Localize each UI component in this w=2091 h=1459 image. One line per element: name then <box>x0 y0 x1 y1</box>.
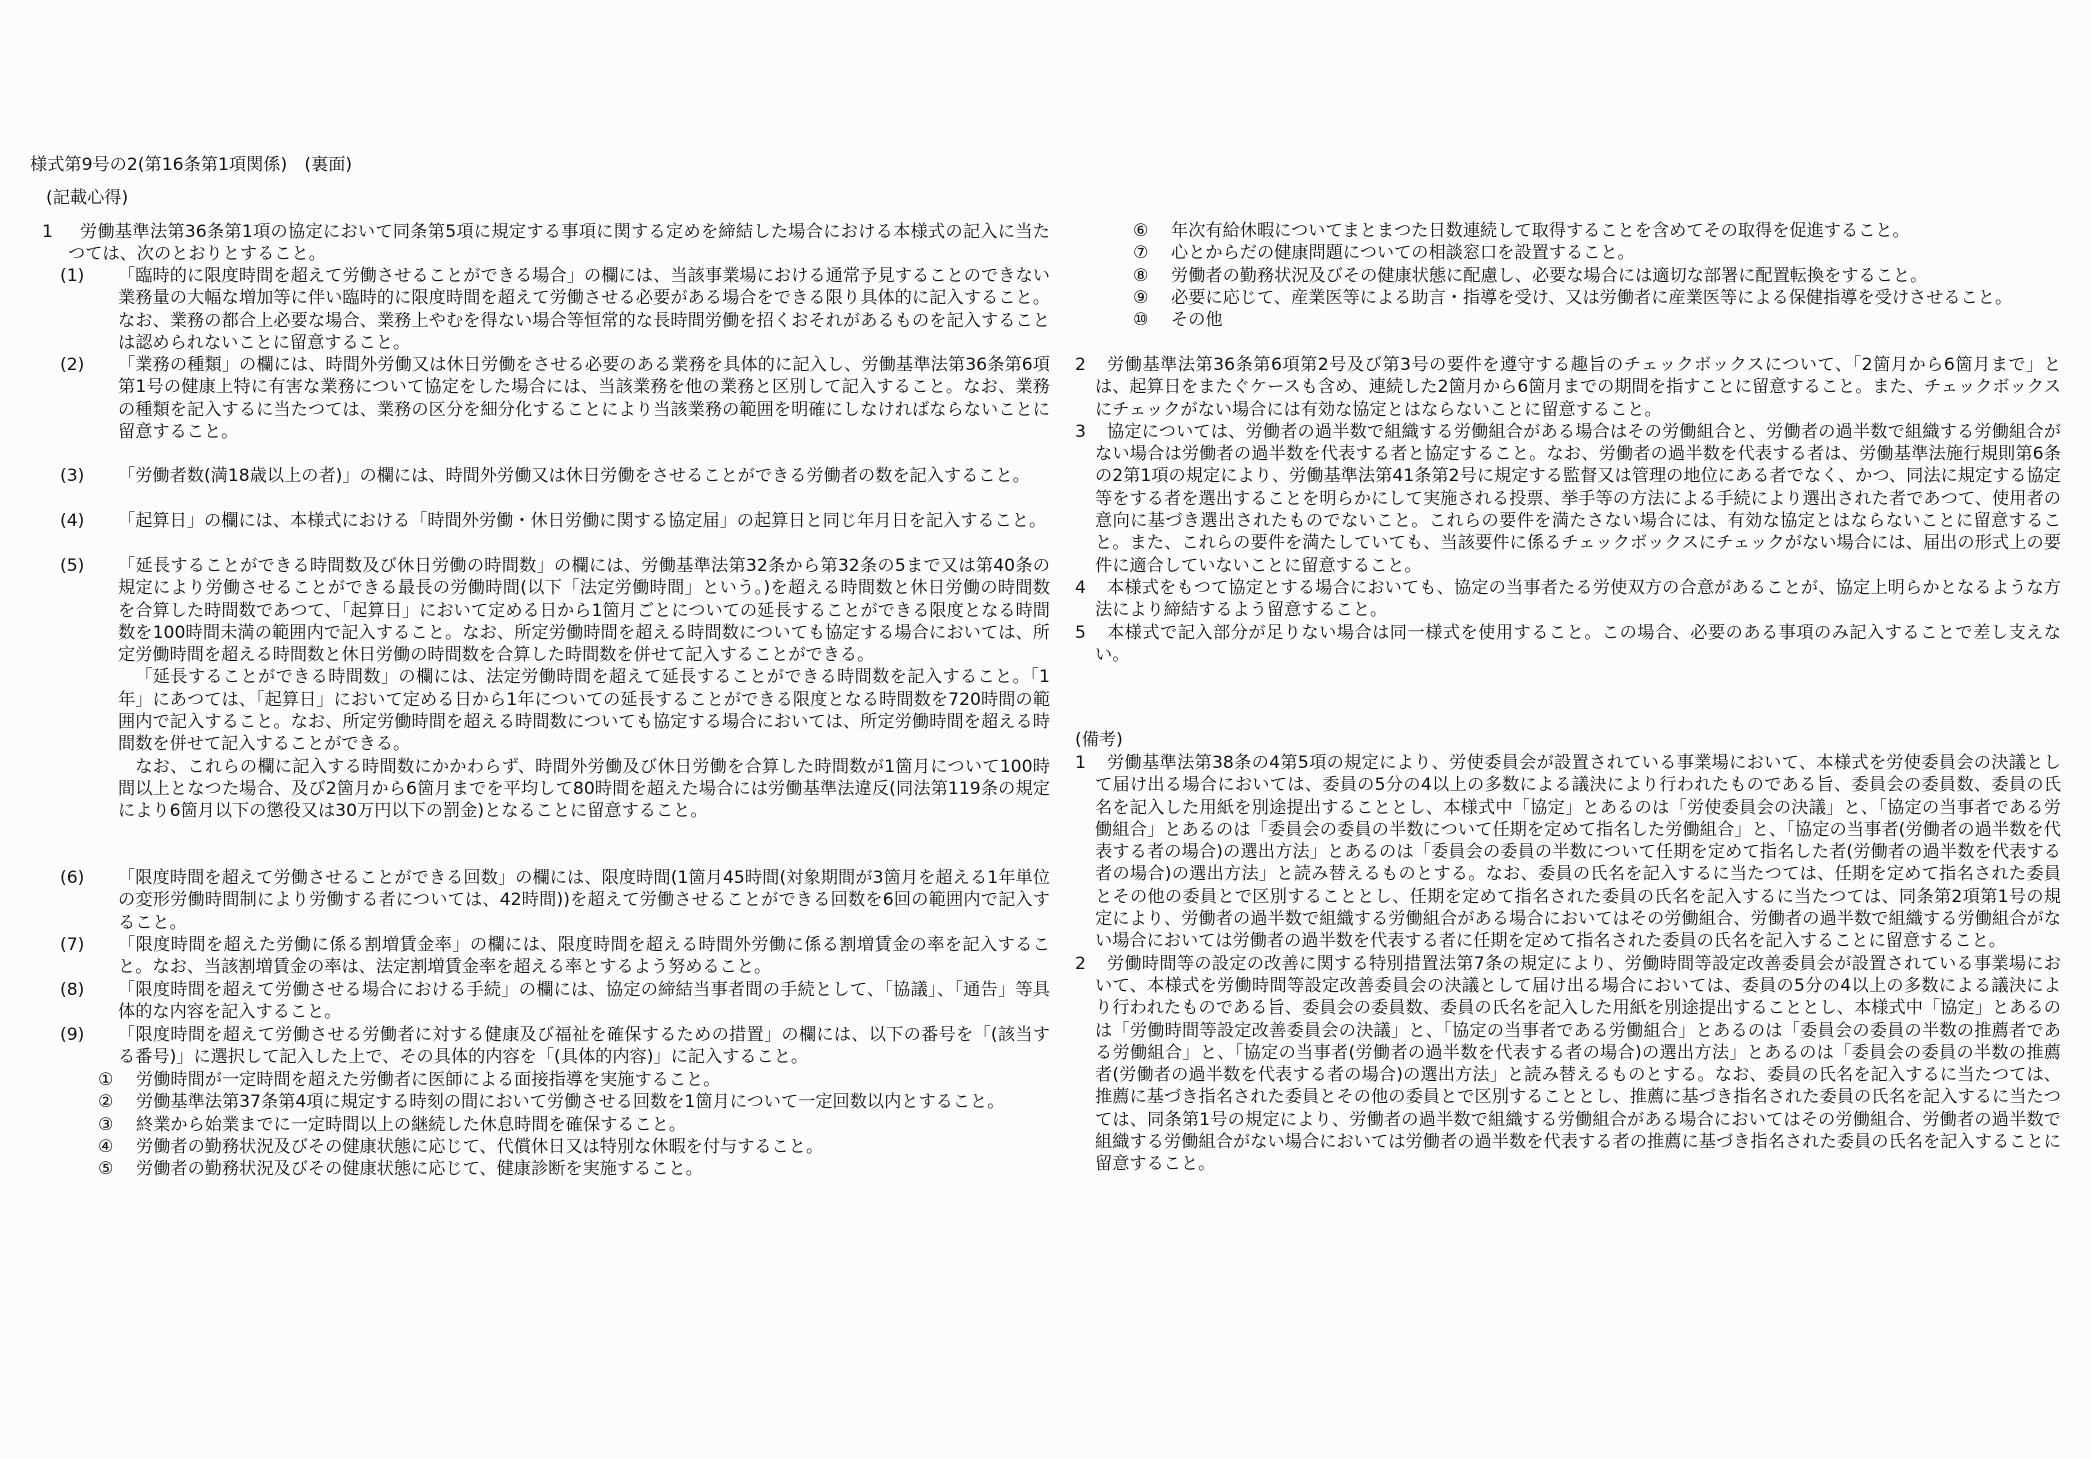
sub-item-6 <box>60 867 1050 934</box>
measure-item-7 <box>1133 242 2061 264</box>
item-text: 労働基準法第36条第1項の協定において同条第5項に規定する事項に関する定めを締結した場合における本様式の記入に当たつては、次のとおりとすること。 <box>68 222 1050 265</box>
measure-text: 年次有給休暇についてまとまつた日数連続して取得することを含めてその取得を促進すること。 <box>1171 221 1910 241</box>
measure-text: 労働者の勤務状況及びその健康状態に配慮し、必要な場合には適切な部署に配置転換をすること。 <box>1171 265 1928 286</box>
instruction-items-2-5 <box>1075 354 2061 666</box>
measure-number: ③ <box>98 1114 114 1135</box>
instruction-item-5 <box>1075 622 2061 667</box>
measure-text: 終業から始業までに一定時間以上の継続した休息時間を確保すること。 <box>136 1114 687 1135</box>
remark-number: 1 <box>1075 753 1086 773</box>
measure-item-9 <box>1133 287 2061 309</box>
measures-list-left <box>98 1069 1050 1180</box>
measure-item-6 <box>1133 220 2061 242</box>
measure-item-10 <box>1133 309 2061 331</box>
sub-item-7 <box>60 934 1050 979</box>
item-number: 5 <box>1075 622 1086 643</box>
sub-item-5 <box>60 555 1050 823</box>
measure-item-4 <box>98 1136 1050 1158</box>
section-heading-instructions: (記載心得) <box>46 188 129 208</box>
sub-item-text: 「限度時間を超えて労働させる労働者に対する健康及び福祉を確保するための措置」の欄には、以下の番号を「(該当する番号)」に選択して記入した上で、その具体的内容を「(具体的内容)」に記入すること。 <box>118 1025 1050 1068</box>
sub-item-8 <box>60 979 1050 1024</box>
sub-item-text: 「臨時的に限度時間を超えて労働させることができる場合」の欄には、当該事業場における通常予見することのできない業務量の大幅な増加等に伴い臨時的に限度時間を超えて労働させる必要がある場合をできる限り具体的に記入すること。なお、業務の都合上必要な場合、業務上やむを得ない場合等恒常的な長時間労働を招くおそれがあるものを記入することは認められないことに留意すること。 <box>118 266 1050 353</box>
sub-item-number: (6) <box>60 868 85 888</box>
remark-text: 労働基準法第38条の4第5項の規定により、労使委員会が設置されている事業場において、本様式を労使委員会の決議として届け出る場合においては、委員の5分の4以上の多数による議決により行われたものである旨、委員会の委員数、委員の氏名を記入した用紙を別途提出することとし、本様式中「協定」とあるのは「労使委員会の決議」と、「協定の当事者である労働組合」とあるのは「委員会の委員の半数について任期を定めて指名した労働組合」と、「協定の当事者(労働者の過半数を代表する者の場合)の選出方法」とあるのは「委員会の委員の半数について任期を定めて指名した者(労働者の過半数を代表する者の場合)の選出方法」と読み替えるものとする。なお、委員の氏名を記入するに当たつては、任期を定めて指名された委員とその他の委員とで区別することとし、任期を定めて指名された委員の氏名を記入するに当たつては、同条第2項第1号の規定により、労働者の過半数で組織する労働組合がある場合においてはその労働組合、労働者の過半数で組織する労働組合がない場合においては労働者の過半数を代表する者に任期を定めて指名された委員の氏名を記入することに留意すること。 <box>1095 753 2061 952</box>
measure-number: ⑤ <box>98 1159 114 1180</box>
measure-number: ⑥ <box>1133 221 1149 241</box>
sub-item-2 <box>60 354 1050 443</box>
instruction-item-2 <box>1075 354 2061 421</box>
sub-item-text: 「限度時間を超えて労働させる場合における手続」の欄には、協定の締結当事者間の手続として、「協議」、「通告」等具体的な内容を記入すること。 <box>118 980 1050 1023</box>
sub-item-3 <box>60 465 1050 487</box>
sub-item-number: (1) <box>60 266 85 286</box>
sub-item-number: (2) <box>60 355 85 375</box>
sub-item-text: 「業務の種類」の欄には、時間外労働又は休日労働をさせる必要のある業務を具体的に記入し、労働基準法第36条第6項第1号の健康上特に有害な業務について協定をした場合には、当該業務を他の業務と区別して記入すること。なお、業務の種類を記入するに当たつては、業務の区分を細分化することにより当該業務の範囲を明確にしなければならないことに留意すること。 <box>118 355 1050 442</box>
sub-item-text: 「限度時間を超えた労働に係る割増賃金率」の欄には、限度時間を超える時間外労働に係る割増賃金の率を記入すること。なお、当該割増賃金の率は、法定割増賃金率を超える率とするよう努めること。 <box>118 935 1050 978</box>
sub-item-text: 「限度時間を超えて労働させることができる回数」の欄には、限度時間(1箇月45時間(対象期間が3箇月を超える1年単位の変形労働時間制により労働する者については、42時間))を超えて労働させることができる回数を6回の範囲内で記入すること。 <box>118 868 1050 933</box>
measure-number: ⑩ <box>1133 310 1149 331</box>
item-number: 1 <box>42 222 53 242</box>
sub-item-number: (8) <box>60 980 85 1000</box>
remark-number: 2 <box>1075 953 1086 974</box>
sub-item-number: (3) <box>60 466 85 486</box>
sub-item-number: (9) <box>60 1025 85 1045</box>
section-heading-remarks: (備考) <box>1075 730 1123 750</box>
remarks-list <box>1075 752 2061 1176</box>
item-number: 2 <box>1075 355 1086 375</box>
measure-text: 必要に応じて、産業医等による助言・指導を受け、又は労働者に産業医等による保健指導を受けさせること。 <box>1171 287 2013 308</box>
sub-item-number: (5) <box>60 556 85 576</box>
item-number: 3 <box>1075 421 1086 442</box>
measure-number: ⑦ <box>1133 243 1149 264</box>
sub-item-text: 「起算日」の欄には、本様式における「時間外労働・休日労働に関する協定届」の起算日と同じ年月日を記入すること。 <box>118 511 1047 531</box>
remark-text: 労働時間等の設定の改善に関する特別措置法第7条の規定により、労働時間等設定改善委員会が設置されている事業場において、本様式を労働時間等設定改善委員会の決議として届け出る場合においては、委員の5分の4以上の多数による議決により行われたものである旨、委員会の委員数、委員の氏名を記入した用紙を別途提出することとし、本様式中「協定」とあるのは「労働時間等設定改善委員会の決議」と、「協定の当事者である労働組合」とあるのは「委員会の委員の半数の推薦者である労働組合」と、「協定の当事者(労働者の過半数を代表する者の場合)の選出方法」とあるのは「委員会の委員の半数の推薦者(労働者の過半数を代表する者の場合)の選出方法」と読み替えるものとする。なお、委員の氏名を記入するに当たつては、推薦に基づき指名された委員とその他の委員とで区別することとし、推薦に基づき指名された委員の氏名を記入するに当たつては、同条第1号の規定により、労働者の過半数で組織する労働組合がある場合においてはその労働組合、労働者の過半数で組織する労働組合がない場合においては労働者の過半数を代表する者の推薦に基づき指名された委員の氏名を記入することに留意すること。 <box>1095 953 2061 1175</box>
item-text: 協定については、労働者の過半数で組織する労働組合がある場合はその労働組合と、労働者の過半数で組織する労働組合がない場合は労働者の過半数を代表する者と協定すること。なお、労働者の過半数を代表する者は、労働基準法施行規則第6条の2第1項の規定により、労働基準法第41条第2号に規定する監督又は管理の地位にある者でなく、かつ、同法に規定する協定等をする者を選出することを明らかにして実施される投票、挙手等の方法による手続により選出された者であつて、使用者の意向に基づき選出されたものでないこと。これらの要件を満たさない場合には、有効な協定とはならないことに留意すること。また、これらの要件を満たしていても、当該要件に係るチェックボックスにチェックがない場合には、届出の形式上の要件に適合していないことに留意すること。 <box>1095 421 2061 576</box>
measure-item-1 <box>98 1069 1050 1091</box>
measure-item-5 <box>98 1158 1050 1180</box>
measure-number: ⑧ <box>1133 265 1149 286</box>
measure-number: ② <box>98 1092 114 1113</box>
instruction-item-3 <box>1075 421 2061 577</box>
instruction-item-4 <box>1075 577 2061 622</box>
item-text: 本様式で記入部分が足りない場合は同一様式を使用すること。この場合、必要のある事項のみ記入することで差し支えない。 <box>1095 622 2061 665</box>
sub-item-text: 「労働者数(満18歳以上の者)」の欄には、時間外労働又は休日労働をさせることができる労働者の数を記入すること。 <box>118 466 1030 486</box>
item-text: 労働基準法第36条第6項第2号及び第3号の要件を遵守する趣旨のチェックボックスについて、「2箇月から6箇月まで」とは、起算日をまたぐケースも含め、連続した2箇月から6箇月までの期間を指すことに留意すること。また、チェックボックスにチェックがない場合には有効な協定とはならないことに留意すること。 <box>1095 355 2061 420</box>
sub-item-4 <box>60 510 1050 532</box>
item-text: 本様式をもつて協定とする場合においても、協定の当事者たる労使双方の合意があることが、協定上明らかとなるような方法により締結するよう留意すること。 <box>1095 577 2061 621</box>
measure-number: ⑨ <box>1133 287 1149 308</box>
measure-number: ① <box>98 1070 114 1090</box>
measure-item-3 <box>98 1114 1050 1136</box>
measures-list-right <box>1133 220 2061 331</box>
remark-item-1 <box>1075 752 2061 953</box>
sub-item-1 <box>60 265 1050 354</box>
measure-text: 労働基準法第37条第4項に規定する時刻の間において労働させる回数を1箇月について一定回数以内とすること。 <box>136 1092 1005 1113</box>
measure-text: 心とからだの健康問題についての相談窓口を設置すること。 <box>1171 243 1635 264</box>
measure-text: 労働者の勤務状況及びその健康状態に応じて、健康診断を実施すること。 <box>136 1159 703 1180</box>
form-title: 様式第9号の2(第16条第1項関係) (裏面) <box>30 155 353 175</box>
measure-number: ④ <box>98 1136 114 1157</box>
measure-text: その他 <box>1171 310 1223 331</box>
instruction-item-1 <box>42 221 1050 266</box>
sub-item-number: (7) <box>60 935 85 955</box>
measure-text: 労働時間が一定時間を超えた労働者に医師による面接指導を実施すること。 <box>136 1070 721 1090</box>
sub-item-5-paragraph-3: なお、これらの欄に記入する時間数にかかわらず、時間外労働及び休日労働を合算した時間数が1箇月について100時間以上となつた場合、及び2箇月から6箇月までを平均して80時間を超えた場合には労働基準法違反(同法第119条の規定により6箇月以下の懲役又は30万円以下の罰金)となることに留意すること。 <box>118 756 1050 822</box>
measure-text: 労働者の勤務状況及びその健康状態に応じて、代償休日又は特別な休暇を付与すること。 <box>136 1136 824 1157</box>
sub-item-text: 「延長することができる時間数及び休日労働の時間数」の欄には、労働基準法第32条から第32条の5まで又は第40条の規定により労働させることができる最長の労働時間(以下「法定労働時間」という。)を超える時間数と休日労働の時間数を合算した時間数であつて、「起算日」において定める日から1箇月ごとについての延長することができる限度となる時間数を100時間未満の範囲内で記入すること。なお、所定労働時間を超える時間数についても協定する場合においては、所定労働時間を超える時間数と休日労働の時間数を合算した時間数を併せて記入することができる。 <box>118 556 1050 666</box>
item-number: 4 <box>1075 577 1086 598</box>
measure-item-8 <box>1133 265 2061 287</box>
sub-item-5-paragraph-2: 「延長することができる時間数」の欄には、法定労働時間を超えて延長することができる時間数を記入すること。「1年」にあつては、「起算日」において定める日から1年についての延長することができる限度となる時間数を720時間の範囲内で記入すること。なお、所定労働時間を超える時間数についても協定する場合においては、所定労働時間を超える時間数を併せて記入することができる。 <box>118 667 1050 755</box>
measure-item-2 <box>98 1091 1050 1113</box>
sub-item-9 <box>60 1024 1050 1069</box>
remark-item-2 <box>1075 953 2061 1176</box>
sub-item-number: (4) <box>60 511 85 531</box>
